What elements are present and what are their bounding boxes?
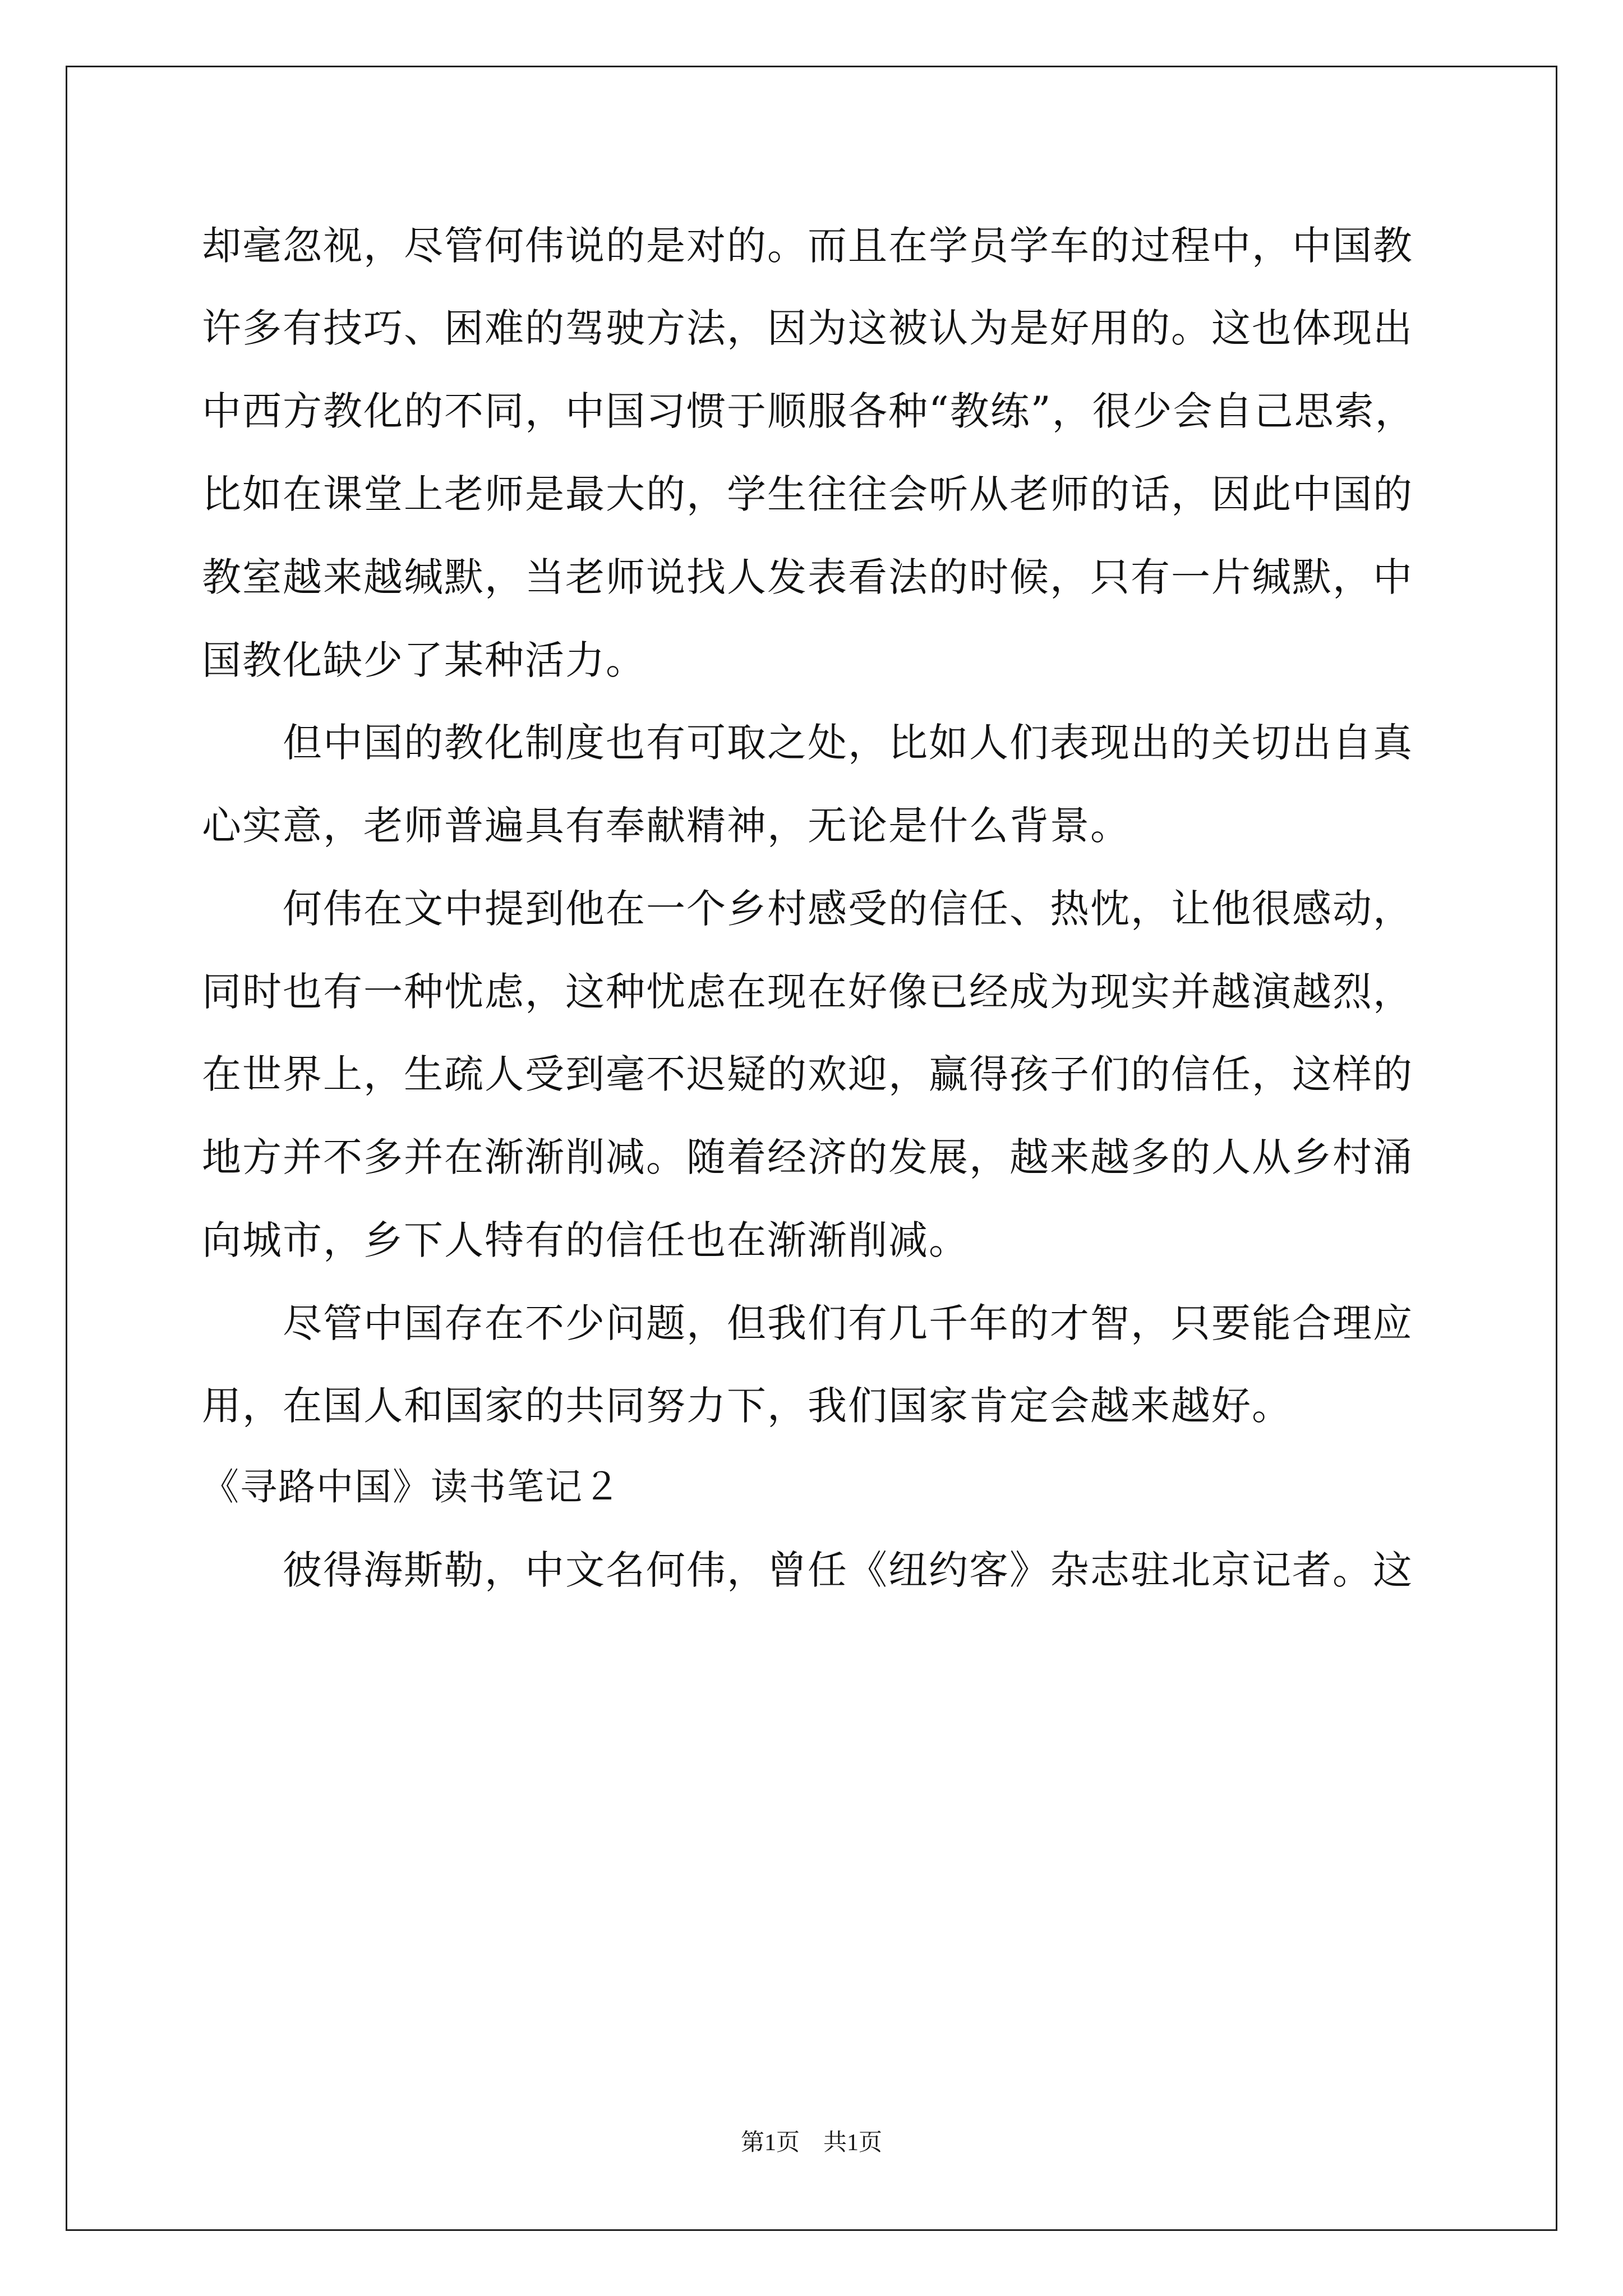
text-line: 用，在国人和国家的共同努力下，我们国家肯定会越来越好。 <box>202 1383 1292 1429</box>
text-line: 向城市，乡下人特有的信任也在渐渐削减。 <box>202 1217 969 1263</box>
page-footer: 第1页 共1页 <box>740 2130 882 2156</box>
text-line: 同时也有一种忧虑，这种忧虑在现在好像已经成为现实并越演越烈， <box>202 969 1413 1015</box>
text-line: 许多有技巧、困难的驾驶方法，因为这被认为是好用的。这也体现出 <box>202 305 1413 351</box>
text-line: 比如在课堂上老师是最大的，学生往往会听从老师的话，因此中国的 <box>202 471 1413 517</box>
section-heading: 《寻路中国》读书笔记２ <box>202 1465 621 1508</box>
text-line: 中西方教化的不同，中国习惯于顺服各种“教练”，很少会自己思索， <box>202 388 1415 434</box>
text-line: 心实意，老师普遍具有奉献精神，无论是什么背景。 <box>202 803 1131 849</box>
text-line: 教室越来越缄默，当老师说找人发表看法的时候，只有一片缄默，中 <box>202 554 1413 600</box>
text-line: 却毫忽视，尽管何伟说的是对的。而且在学员学车的过程中，中国教 <box>202 223 1413 269</box>
text-line: 在世界上，生疏人受到毫不迟疑的欢迎，赢得孩子们的信任，这样的 <box>202 1051 1413 1097</box>
text-line: 但中国的教化制度也有可取之处，比如人们表现出的关切出自真 <box>202 720 1413 766</box>
text-line: 地方并不多并在渐渐削减。随着经济的发展，越来越多的人从乡村涌 <box>202 1134 1413 1180</box>
text-line: 何伟在文中提到他在一个乡村感受的信任、热忱，让他很感动， <box>202 886 1413 932</box>
text-line: 彼得海斯勒，中文名何伟，曾任《纽约客》杂志驻北京记者。这 <box>202 1547 1413 1593</box>
text-line: 国教化缺少了某种活力。 <box>202 637 646 683</box>
text-line: 尽管中国存在不少问题，但我们有几千年的才智，只要能合理应 <box>202 1300 1413 1346</box>
